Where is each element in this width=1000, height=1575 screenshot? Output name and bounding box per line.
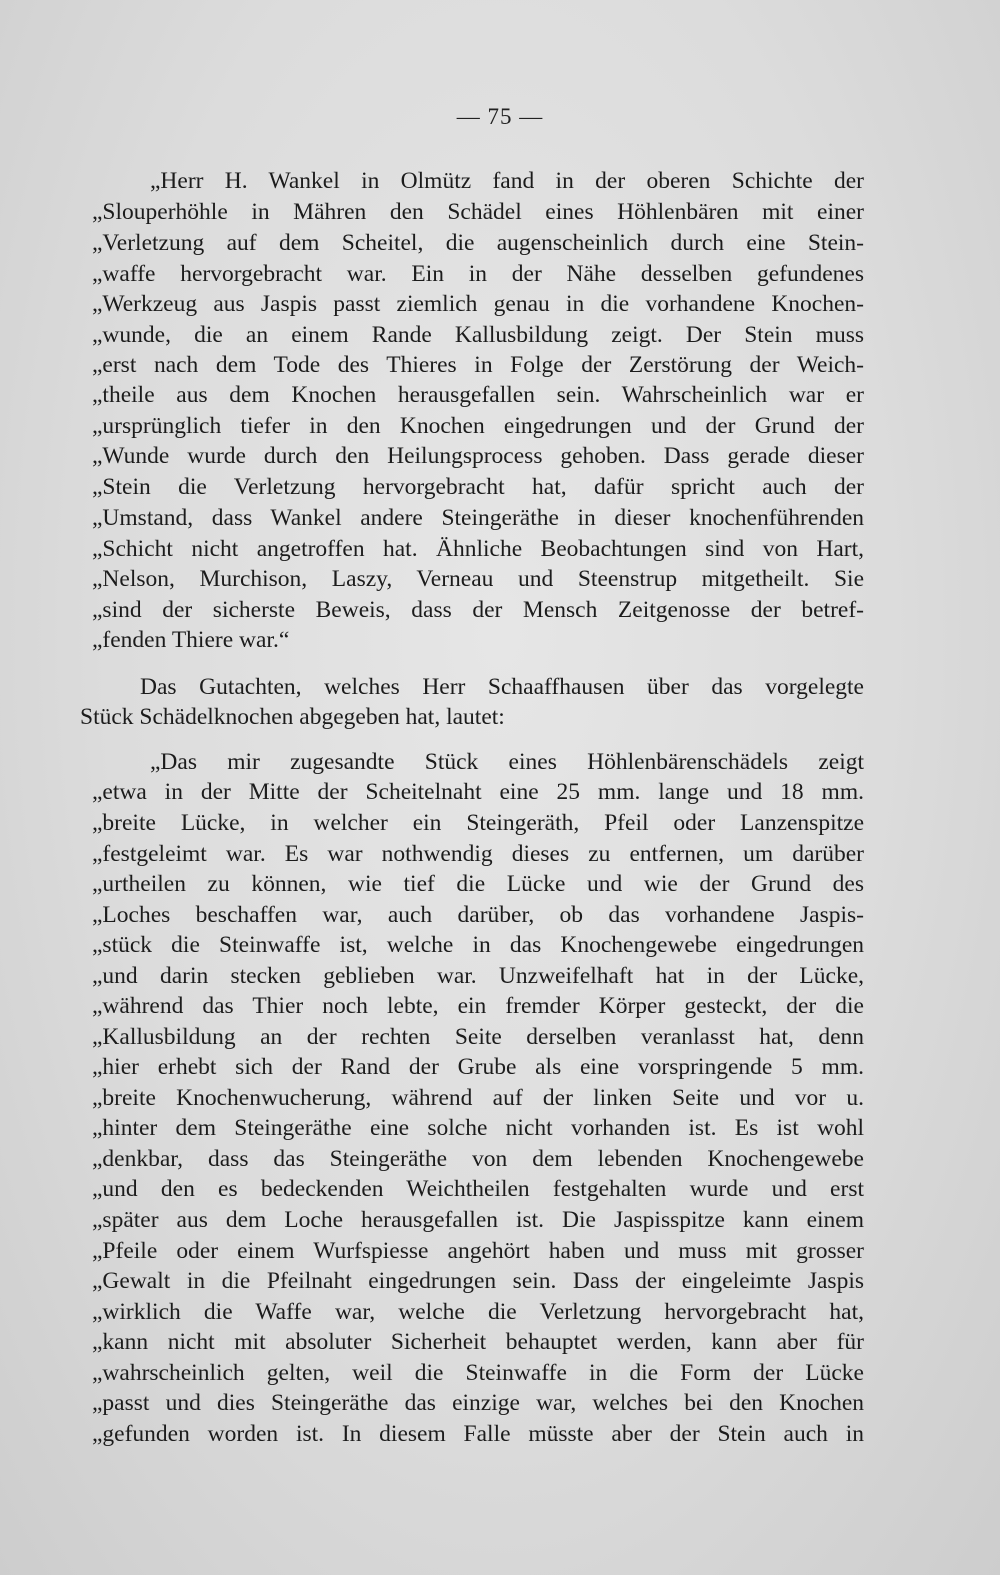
text-line: „Loches beschaffen war, auch darüber, ob das vorhandene Jaspis- — [92, 902, 864, 928]
text-line: „sind der sicherste Beweis, dass der Mensch Zeitgenosse der betref- — [92, 597, 864, 623]
text-line: „Kallusbildung an der rechten Seite derselben veranlasst hat, denn — [92, 1024, 864, 1050]
text-line: „fenden Thiere war.“ — [92, 627, 290, 653]
text-line: „Das mir zugesandte Stück eines Höhlenbärenschädels zeigt — [150, 749, 864, 775]
text-line: „Pfeile oder einem Wurfspiesse angehört haben und muss mit grosser — [92, 1238, 864, 1264]
text-line: „während das Thier noch lebte, ein fremder Körper gesteckt, der die — [92, 993, 864, 1019]
text-line: „Herr H. Wankel in Olmütz fand in der oberen Schichte der — [150, 168, 864, 194]
text-line: „und den es bedeckenden Weichtheilen festgehalten wurde und erst — [92, 1176, 864, 1202]
text-line: „Wunde wurde durch den Heilungsprocess gehoben. Dass gerade dieser — [92, 443, 864, 469]
text-line: „festgeleimt war. Es war nothwendig dieses zu entfernen, um darüber — [92, 841, 864, 867]
text-line: „denkbar, dass das Steingeräthe von dem lebenden Knochengewebe — [92, 1146, 864, 1172]
text-line: „Werkzeug aus Jaspis passt ziemlich genau in die vorhandene Knochen- — [92, 291, 864, 317]
text-line: „später aus dem Loche herausgefallen ist. Die Jaspisspitze kann einem — [92, 1207, 864, 1233]
text-line: „kann nicht mit absoluter Sicherheit behauptet werden, kann aber für — [92, 1329, 864, 1355]
text-line: „ursprünglich tiefer in den Knochen eingedrungen und der Grund der — [92, 413, 864, 439]
text-line: „Nelson, Murchison, Laszy, Verneau und Steenstrup mitgetheilt. Sie — [92, 566, 864, 592]
text-line: „stück die Steinwaffe ist, welche in das Knochengewebe eingedrungen — [92, 932, 864, 958]
text-line: „Schicht nicht angetroffen hat. Ähnliche Beobachtungen sind von Hart, — [92, 536, 864, 562]
text-line: „urtheilen zu können, wie tief die Lücke und wie der Grund des — [92, 871, 864, 897]
text-line: „wirklich die Waffe war, welche die Verletzung hervorgebracht hat, — [92, 1299, 864, 1325]
text-line: „hinter dem Steingeräthe eine solche nicht vorhanden ist. Es ist wohl — [92, 1115, 864, 1141]
text-line: Stück Schädelknochen abgegeben hat, lautet: — [80, 704, 505, 730]
text-line: „erst nach dem Tode des Thieres in Folge der Zerstörung der Weich- — [92, 352, 864, 378]
text-line: „wunde, die an einem Rande Kallusbildung zeigt. Der Stein muss — [92, 322, 864, 348]
text-line: „breite Lücke, in welcher ein Steingeräth, Pfeil oder Lanzenspitze — [92, 810, 864, 836]
text-line: „und darin stecken geblieben war. Unzweifelhaft hat in der Lücke, — [92, 963, 864, 989]
page-number: — 75 — — [456, 104, 544, 129]
text-line: „passt und dies Steingeräthe das einzige war, welches bei den Knochen — [92, 1390, 864, 1416]
text-line: „Verletzung auf dem Scheitel, die augenscheinlich durch eine Stein- — [92, 230, 864, 256]
text-line: „Umstand, dass Wankel andere Steingeräthe in dieser knochenführenden — [92, 505, 864, 531]
text-line: „Gewalt in die Pfeilnaht eingedrungen sein. Dass der eingeleimte Jaspis — [92, 1268, 864, 1294]
text-line: „theile aus dem Knochen herausgefallen sein. Wahrscheinlich war er — [92, 382, 864, 408]
text-line: „gefunden worden ist. In diesem Falle müsste aber der Stein auch in — [92, 1421, 864, 1447]
text-line: „waffe hervorgebracht war. Ein in der Nähe desselben gefundenes — [92, 261, 864, 287]
text-line: „wahrscheinlich gelten, weil die Steinwaffe in die Form der Lücke — [92, 1360, 864, 1386]
text-line: Das Gutachten, welches Herr Schaaffhausen über das vorgelegte — [140, 674, 864, 700]
text-line: „hier erhebt sich der Rand der Grube als eine vorspringende 5 mm. — [92, 1054, 864, 1080]
text-line: „Stein die Verletzung hervorgebracht hat, dafür spricht auch der — [92, 474, 864, 500]
text-line: „Slouperhöhle in Mähren den Schädel eines Höhlenbären mit einer — [92, 199, 864, 225]
text-line: „etwa in der Mitte der Scheitelnaht eine 25 mm. lange und 18 mm. — [92, 779, 864, 805]
text-line: „breite Knochenwucherung, während auf der linken Seite und vor u. — [92, 1085, 864, 1111]
